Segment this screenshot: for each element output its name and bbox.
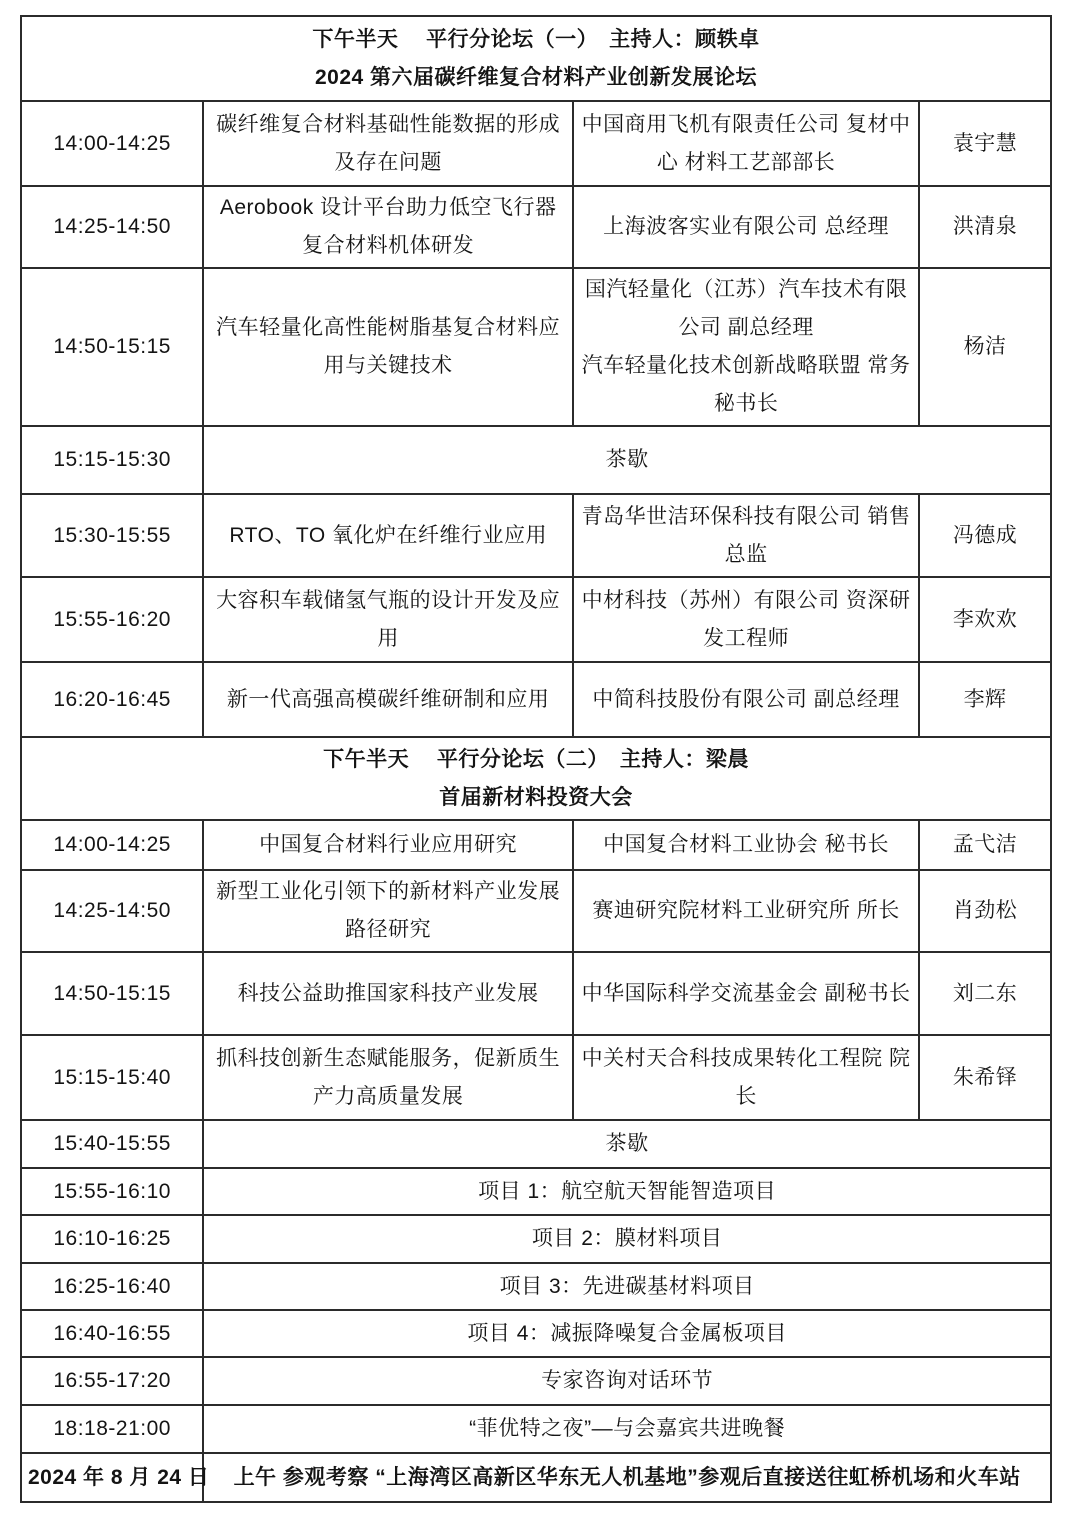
merged-cell: 茶歇 <box>203 426 1051 494</box>
time-cell: 16:20-16:45 <box>21 662 203 737</box>
merged-row <box>21 1215 1051 1263</box>
time-cell: 14:50-15:15 <box>21 952 203 1035</box>
time-cell: 14:25-14:50 <box>21 870 203 952</box>
topic-cell: 碳纤维复合材料基础性能数据的形成及存在问题 <box>203 101 573 186</box>
session-row <box>21 494 1051 577</box>
topic-cell: 新一代高强高模碳纤维研制和应用 <box>203 662 573 737</box>
schedule-table <box>20 15 1052 1503</box>
topic-cell: 大容积车载储氢气瓶的设计开发及应用 <box>203 577 573 662</box>
org-cell <box>573 101 919 186</box>
session-row <box>21 101 1051 186</box>
session-row <box>21 820 1051 870</box>
time-cell: 15:55-16:20 <box>21 577 203 662</box>
section-header-line: 下午半天 平行分论坛（二） 主持人：梁晨 <box>323 747 749 771</box>
time-cell: 14:00-14:25 <box>21 101 203 186</box>
merged-row <box>21 426 1051 494</box>
org-line: 中华国际科学交流基金会 副秘书长 <box>581 981 911 1005</box>
org-cell <box>573 268 919 426</box>
section-header-line: 首届新材料投资大会 <box>439 785 633 809</box>
session-row <box>21 577 1051 662</box>
speaker-cell: 李辉 <box>919 662 1051 737</box>
time-cell: 16:55-17:20 <box>21 1357 203 1405</box>
org-cell <box>573 494 919 577</box>
topic-cell: 抓科技创新生态赋能服务，促新质生产力高质量发展 <box>203 1035 573 1120</box>
time-cell: 15:30-15:55 <box>21 494 203 577</box>
session-row <box>21 870 1051 952</box>
footer-row <box>21 1453 1051 1502</box>
merged-cell: 专家咨询对话环节 <box>203 1357 1051 1405</box>
org-line: 中国商用飞机有限责任公司 复材中心 材料工艺部部长 <box>581 112 911 174</box>
speaker-cell: 杨洁 <box>919 268 1051 426</box>
time-cell: 16:25-16:40 <box>21 1263 203 1310</box>
speaker-cell: 李欢欢 <box>919 577 1051 662</box>
section-header-cell <box>21 16 1051 101</box>
topic-cell: 汽车轻量化高性能树脂基复合材料应用与关键技术 <box>203 268 573 426</box>
merged-cell: 项目 2：膜材料项目 <box>203 1215 1051 1263</box>
session-row <box>21 268 1051 426</box>
speaker-cell: 冯德成 <box>919 494 1051 577</box>
time-cell: 15:55-16:10 <box>21 1168 203 1215</box>
merged-cell: 项目 4：减振降噪复合金属板项目 <box>203 1310 1051 1357</box>
speaker-cell: 袁宇慧 <box>919 101 1051 186</box>
topic-cell: 新型工业化引领下的新材料产业发展路径研究 <box>203 870 573 952</box>
session-row <box>21 186 1051 268</box>
session-row <box>21 952 1051 1035</box>
topic-cell: 科技公益助推国家科技产业发展 <box>203 952 573 1035</box>
org-line: 中材科技（苏州）有限公司 资深研发工程师 <box>581 588 911 650</box>
section-header-row <box>21 737 1051 820</box>
time-cell: 14:25-14:50 <box>21 186 203 268</box>
time-cell: 15:15-15:30 <box>21 426 203 494</box>
merged-row <box>21 1357 1051 1405</box>
section-header-line: 2024 第六届碳纤维复合材料产业创新发展论坛 <box>314 65 758 89</box>
time-cell: 15:15-15:40 <box>21 1035 203 1120</box>
org-cell <box>573 952 919 1035</box>
org-cell <box>573 1035 919 1120</box>
section-header-line: 下午半天 平行分论坛（一） 主持人：顾轶卓 <box>312 27 760 51</box>
org-cell <box>573 870 919 952</box>
session-row <box>21 1035 1051 1120</box>
merged-cell: 项目 3：先进碳基材料项目 <box>203 1263 1051 1310</box>
schedule-body <box>21 16 1051 1502</box>
speaker-cell: 洪清泉 <box>919 186 1051 268</box>
section-header-cell <box>21 737 1051 820</box>
org-line: 赛迪研究院材料工业研究所 所长 <box>592 899 900 922</box>
org-cell <box>573 662 919 737</box>
time-cell: 14:00-14:25 <box>21 820 203 870</box>
speaker-cell: 孟弋洁 <box>919 820 1051 870</box>
speaker-cell: 刘二东 <box>919 952 1051 1035</box>
time-cell: 14:50-15:15 <box>21 268 203 426</box>
org-line: 青岛华世洁环保科技有限公司 销售总监 <box>581 504 911 566</box>
merged-row <box>21 1263 1051 1310</box>
merged-row <box>21 1405 1051 1453</box>
date-cell: 2024 年 8 月 24 日 <box>21 1453 203 1502</box>
merged-row <box>21 1120 1051 1168</box>
org-line: 国汽轻量化（江苏）汽车技术有限公司 副总经理 <box>584 278 908 339</box>
merged-cell: 项目 1：航空航天智能智造项目 <box>203 1168 1051 1215</box>
merged-cell: 茶歇 <box>203 1120 1051 1168</box>
activity-cell: 上午 参观考察 “上海湾区高新区华东无人机基地”参观后直接送往虹桥机场和火车站 <box>203 1453 1051 1502</box>
session-row <box>21 662 1051 737</box>
time-cell: 18:18-21:00 <box>21 1405 203 1453</box>
time-cell: 16:40-16:55 <box>21 1310 203 1357</box>
section-header-row <box>21 16 1051 101</box>
org-line: 中关村天合科技成果转化工程院 院长 <box>581 1046 911 1108</box>
org-line: 汽车轻量化技术创新战略联盟 常务秘书长 <box>581 354 911 415</box>
topic-cell: RTO、TO 氧化炉在纤维行业应用 <box>203 494 573 577</box>
merged-cell: “菲优特之夜”—与会嘉宾共进晚餐 <box>203 1405 1051 1453</box>
org-line: 上海波客实业有限公司 总经理 <box>603 215 890 238</box>
topic-cell: 中国复合材料行业应用研究 <box>203 820 573 870</box>
org-cell <box>573 577 919 662</box>
org-cell <box>573 820 919 870</box>
org-line: 中国复合材料工业协会 秘书长 <box>603 833 890 856</box>
merged-row <box>21 1310 1051 1357</box>
speaker-cell: 肖劲松 <box>919 870 1051 952</box>
org-line: 中简科技股份有限公司 副总经理 <box>592 687 900 711</box>
time-cell: 15:40-15:55 <box>21 1120 203 1168</box>
org-cell <box>573 186 919 268</box>
speaker-cell: 朱希铎 <box>919 1035 1051 1120</box>
time-cell: 16:10-16:25 <box>21 1215 203 1263</box>
topic-cell: Aerobook 设计平台助力低空飞行器复合材料机体研发 <box>203 186 573 268</box>
merged-row <box>21 1168 1051 1215</box>
